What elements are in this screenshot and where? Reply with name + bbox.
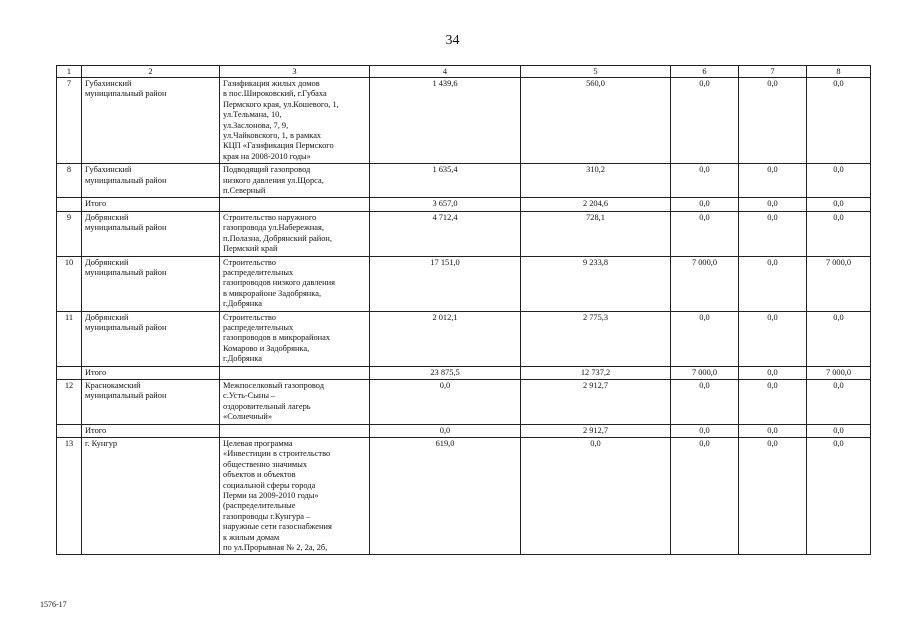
table-row: [57, 438, 871, 555]
description-line: Межпоселковый газопровод: [223, 380, 324, 390]
description-line: наружные сети газоснабжения: [223, 522, 332, 532]
value-cell: 0,0: [807, 438, 871, 555]
value-cell: 0,0: [739, 311, 807, 366]
value-cell: 2 775,3: [521, 311, 671, 366]
value-cell: 0,0: [739, 198, 807, 211]
value-cell: 0,0: [370, 424, 521, 437]
value-cell: 7 000,0: [807, 256, 871, 311]
index-cell: [57, 366, 82, 379]
index-cell: 12: [57, 379, 82, 424]
header-cell: 4: [370, 66, 521, 78]
header-cell: 3: [220, 66, 370, 78]
district-cell: [82, 78, 220, 164]
district-line: муниципальный район: [85, 175, 167, 185]
district-cell: [82, 211, 220, 256]
description-line: (распределительные: [223, 501, 296, 511]
value-cell: 0,0: [807, 424, 871, 437]
description-line: распределительных: [223, 267, 294, 277]
value-cell: 2 204,6: [521, 198, 671, 211]
description-line: газопроводов в микрорайонах: [223, 333, 331, 343]
value-cell: 0,0: [739, 256, 807, 311]
value-cell: 0,0: [739, 424, 807, 437]
district-line: муниципальный район: [85, 267, 167, 277]
table-row: [57, 379, 871, 424]
value-cell: 0,0: [739, 366, 807, 379]
description-line: КЦП «Газификация Пермского: [223, 141, 334, 151]
description-line: низкого давления ул.Щорса,: [223, 175, 324, 185]
index-cell: [57, 424, 82, 437]
description-line: г.Добрянка: [223, 354, 262, 364]
budget-table: [56, 65, 871, 555]
description-line: ул.Заслонова, 7, 9,: [223, 120, 289, 130]
description-cell: [220, 424, 370, 437]
description-cell: [220, 379, 370, 424]
total-label: Итого: [82, 198, 220, 211]
description-cell: [220, 311, 370, 366]
value-cell: 0,0: [739, 438, 807, 555]
description-cell: [220, 256, 370, 311]
table-row: [57, 211, 871, 256]
header-row: [57, 66, 871, 78]
description-cell: [220, 438, 370, 555]
value-cell: 23 875,5: [370, 366, 521, 379]
district-line: Губахинский: [85, 79, 132, 88]
value-cell: 310,2: [521, 164, 671, 198]
value-cell: 9 233,8: [521, 256, 671, 311]
index-cell: 9: [57, 211, 82, 256]
description-line: п.Северный: [223, 186, 266, 196]
value-cell: 2 912,7: [521, 424, 671, 437]
value-cell: 0,0: [807, 211, 871, 256]
value-cell: 728,1: [521, 211, 671, 256]
value-cell: 0,0: [807, 78, 871, 164]
description-cell: [220, 78, 370, 164]
header-cell: 6: [671, 66, 739, 78]
district-line: муниципальный район: [85, 223, 167, 233]
description-line: объектов и объектов: [223, 470, 296, 480]
description-line: газопроводов низкого давления: [223, 278, 335, 288]
total-row: [57, 424, 871, 437]
description-line: Подводящий газопровод: [223, 165, 311, 175]
description-line: «Солнечный»: [223, 412, 273, 422]
description-cell: [220, 366, 370, 379]
total-row: [57, 198, 871, 211]
index-cell: 8: [57, 164, 82, 198]
index-cell: 7: [57, 78, 82, 164]
description-line: г.Добрянка: [223, 299, 262, 309]
description-line: Пермский край: [223, 244, 278, 254]
district-line: Губахинский: [85, 165, 132, 175]
value-cell: 12 737,2: [521, 366, 671, 379]
description-line: социальной сферы города: [223, 480, 316, 490]
value-cell: 2 012,1: [370, 311, 521, 366]
district-line: Добрянский: [85, 257, 129, 267]
description-line: Газификация жилых домов: [223, 79, 320, 88]
description-line: с.Усть-Сыны –: [223, 391, 276, 401]
value-cell: 0,0: [671, 379, 739, 424]
description-cell: [220, 164, 370, 198]
header-cell: 7: [739, 66, 807, 78]
value-cell: 1 439,6: [370, 78, 521, 164]
value-cell: 0,0: [671, 438, 739, 555]
description-cell: [220, 198, 370, 211]
description-line: в пос.Широковский, г.Губаха: [223, 89, 327, 99]
description-line: п.Полазна, Добрянский район,: [223, 233, 332, 243]
total-label: Итого: [82, 366, 220, 379]
header-cell: 8: [807, 66, 871, 78]
header-cell: 1: [57, 66, 82, 78]
description-line: Строительство: [223, 257, 276, 267]
value-cell: 7 000,0: [671, 366, 739, 379]
district-cell: [82, 379, 220, 424]
district-line: муниципальный район: [85, 89, 167, 99]
description-line: края на 2008-2010 годы»: [223, 151, 311, 161]
value-cell: 0,0: [739, 379, 807, 424]
value-cell: 7 000,0: [671, 256, 739, 311]
description-line: Строительство наружного: [223, 212, 317, 222]
description-line: Комарово и Задобрянка,: [223, 343, 310, 353]
table-row: [57, 78, 871, 164]
value-cell: 0,0: [521, 438, 671, 555]
value-cell: 0,0: [807, 311, 871, 366]
value-cell: 0,0: [671, 78, 739, 164]
table-row: [57, 164, 871, 198]
total-row: [57, 366, 871, 379]
description-line: в микрорайоне Задобрянка,: [223, 288, 322, 298]
value-cell: 0,0: [739, 164, 807, 198]
footer-code: 1576-17: [40, 600, 67, 609]
description-line: газопроводы г.Кунгура –: [223, 511, 311, 521]
description-line: распределительных: [223, 322, 294, 332]
table-row: [57, 311, 871, 366]
index-cell: [57, 198, 82, 211]
value-cell: 0,0: [671, 211, 739, 256]
description-line: «Инвестиции в строительство: [223, 449, 331, 459]
value-cell: 560,0: [521, 78, 671, 164]
description-line: газопровода ул.Набережная,: [223, 223, 324, 233]
value-cell: 4 712,4: [370, 211, 521, 256]
index-cell: 13: [57, 438, 82, 555]
description-line: общественно значимых: [223, 459, 308, 469]
district-cell: [82, 256, 220, 311]
district-line: муниципальный район: [85, 322, 167, 332]
value-cell: 0,0: [807, 198, 871, 211]
district-line: Краснокамский: [85, 380, 141, 390]
district-line: Добрянский: [85, 312, 129, 322]
value-cell: 3 657,0: [370, 198, 521, 211]
district-cell: [82, 311, 220, 366]
index-cell: 10: [57, 256, 82, 311]
description-line: Строительство: [223, 312, 276, 322]
value-cell: 1 635,4: [370, 164, 521, 198]
description-line: Перми на 2009-2010 годы»: [223, 491, 319, 501]
district-line: Добрянский: [85, 212, 129, 222]
value-cell: 0,0: [671, 164, 739, 198]
value-cell: 0,0: [671, 198, 739, 211]
page-number: 34: [445, 33, 460, 48]
description-line: по ул.Прорывная № 2, 2а, 2б,: [223, 543, 328, 553]
district-cell: [82, 438, 220, 555]
description-line: ул.Тельмана, 10,: [223, 110, 282, 120]
value-cell: 0,0: [739, 78, 807, 164]
description-line: Пермского края, ул.Кошевого, 1,: [223, 99, 339, 109]
district-line: г. Кунгур: [85, 439, 118, 448]
header-cell: 5: [521, 66, 671, 78]
index-cell: 11: [57, 311, 82, 366]
district-line: муниципальный район: [85, 391, 167, 401]
district-cell: [82, 164, 220, 198]
value-cell: 17 151,0: [370, 256, 521, 311]
value-cell: 7 000,0: [807, 366, 871, 379]
description-line: оздоровительный лагерь: [223, 401, 311, 411]
total-label: Итого: [82, 424, 220, 437]
value-cell: 0,0: [671, 424, 739, 437]
value-cell: 0,0: [671, 311, 739, 366]
value-cell: 0,0: [370, 379, 521, 424]
header-cell: 2: [82, 66, 220, 78]
description-cell: [220, 211, 370, 256]
value-cell: 0,0: [807, 164, 871, 198]
description-line: Целевая программа: [223, 439, 293, 448]
table-row: [57, 256, 871, 311]
value-cell: 619,0: [370, 438, 521, 555]
description-line: ул.Чайковского, 1, в рамках: [223, 131, 322, 141]
value-cell: 0,0: [807, 379, 871, 424]
value-cell: 0,0: [739, 211, 807, 256]
value-cell: 2 912,7: [521, 379, 671, 424]
description-line: к жилым домам: [223, 532, 280, 542]
